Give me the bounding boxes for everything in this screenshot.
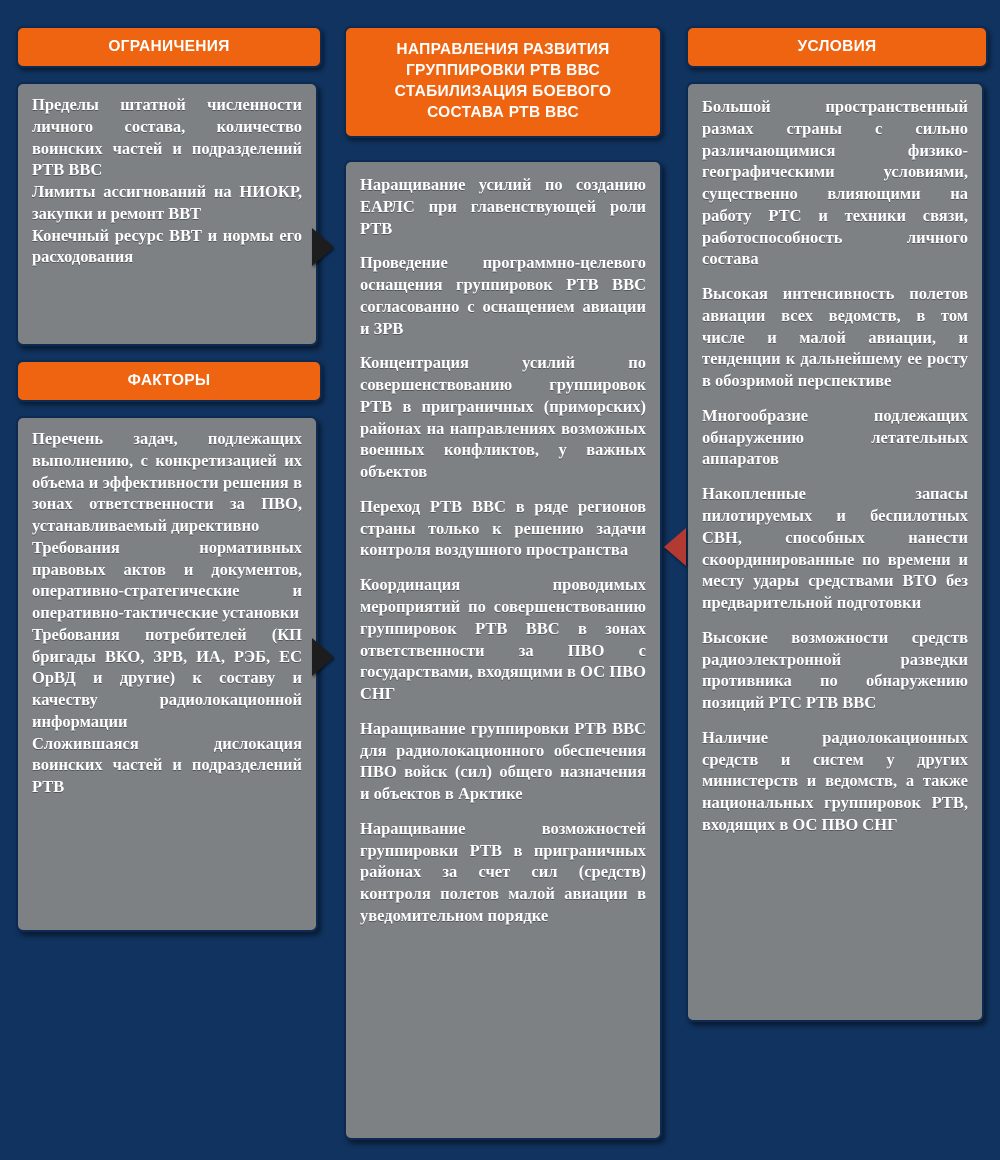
directions-header-line: СОСТАВА РТВ ВВС: [427, 103, 579, 121]
conditions-item: Многообразие подлежащих обнаружению летательных аппаратов: [702, 405, 968, 469]
directions-header-line: ГРУППИРОВКИ РТВ ВВС: [405, 62, 601, 80]
directions-item: Проведение программно-целевого оснащения группировок РТВ ВВС согласованно с оснащением авиации и ЗРВ: [360, 253, 646, 338]
factors-item: Требования потребителей (КП бригады ВКО, ЗРВ, ИА, РЭБ, ЕС ОрВД и другие) к составу и качеству радиолокационной информации: [32, 624, 302, 731]
conditions-item: Высокая интенсивность полетов авиации всех ведомств, в том числе и малой авиации, и тенденции к дальнейшему ее росту в обозримой перспективе: [702, 284, 968, 391]
conditions-item: Наличие радиолокационных средств и систем у других министерств и ведомств, а также национальных группировок РТВ, входящих в ОС ПВО СНГ: [702, 727, 968, 834]
restrictions-item: Пределы штатной численности личного состава, количество воинских частей и подразделений РТВ ВВС: [32, 95, 302, 180]
conditions-item: Накопленные запасы пилотируемых и беспилотных СВН, способных нанести скоординированные по времени и месту удары средствами ВТО без предварительной подготовки: [702, 484, 968, 613]
arrow-factors-to-center-icon: [312, 638, 334, 676]
directions-header-line: СТАБИЛИЗАЦИЯ БОЕВОГО: [394, 83, 612, 100]
directions-panel: [344, 160, 662, 1140]
arrow-conditions-to-center-icon: [664, 528, 686, 566]
directions-item: Концентрация усилий по совершенствованию группировок РТВ в приграничных (приморских) районах на направлениях возможных военных конфликтов, у важных объектов: [360, 353, 646, 482]
conditions-header-label: УСЛОВИЯ: [797, 38, 877, 55]
restrictions-panel: [16, 82, 318, 346]
directions-header: [344, 26, 662, 138]
factors-item: Сложившаяся дислокация воинских частей и подразделений РТВ: [32, 733, 302, 797]
factors-item: Перечень задач, подлежащих выполнению, с конкретизацией их объема и эффективности решения в зонах ответственности за ПВО, устанавливаемый директивно: [32, 429, 302, 536]
factors-header: [16, 360, 322, 402]
directions-item: Наращивание усилий по созданию ЕАРЛС при главенствующей роли РТВ: [360, 175, 646, 238]
directions-header-line: НАПРАВЛЕНИЯ РАЗВИТИЯ: [396, 41, 610, 59]
restrictions-item: Конечный ресурс ВВТ и нормы его расходования: [32, 225, 302, 267]
conditions-item: Большой пространственный размах страны с сильно различающимися физико-географическими условиями, существенно влияющими на работу РТС и техники связи, работоспособность личного состава: [702, 97, 968, 269]
factors-panel: [16, 416, 318, 932]
restrictions-header: [16, 26, 322, 68]
factors-header-label: ФАКТОРЫ: [127, 372, 211, 389]
conditions-header: [686, 26, 988, 68]
restrictions-header-label: ОГРАНИЧЕНИЯ: [108, 38, 230, 55]
directions-item: Координация проводимых мероприятий по совершенствованию группировок РТВ ВВС в зонах ответственности за ПВО с государствами, входящими в ОС ПВО СНГ: [360, 575, 646, 704]
conditions-item: Высокие возможности средств радиоэлектронной разведки противника по обнаружению позиций РТС РТВ ВВС: [702, 627, 968, 713]
directions-item: Наращивание группировки РТВ ВВС для радиолокационного обеспечения ПВО войск (сил) общего назначения и объектов в Арктике: [360, 718, 646, 804]
arrow-restrictions-to-center-icon: [312, 228, 334, 266]
directions-item: Переход РТВ ВВС в ряде регионов страны только к решению задачи контроля воздушного пространства: [360, 496, 646, 560]
factors-item: Требования нормативных правовых актов и документов, оперативно-стратегические и оперативно-тактические установки: [32, 537, 302, 623]
restrictions-item: Лимиты ассигнований на НИОКР, закупки и ремонт ВВТ: [32, 182, 302, 223]
conditions-panel: [686, 82, 984, 1022]
directions-item: Наращивание возможностей группировки РТВ в приграничных районах за счет сил (средств) контроля полетов малой авиации в уведомительном порядке: [360, 818, 646, 925]
